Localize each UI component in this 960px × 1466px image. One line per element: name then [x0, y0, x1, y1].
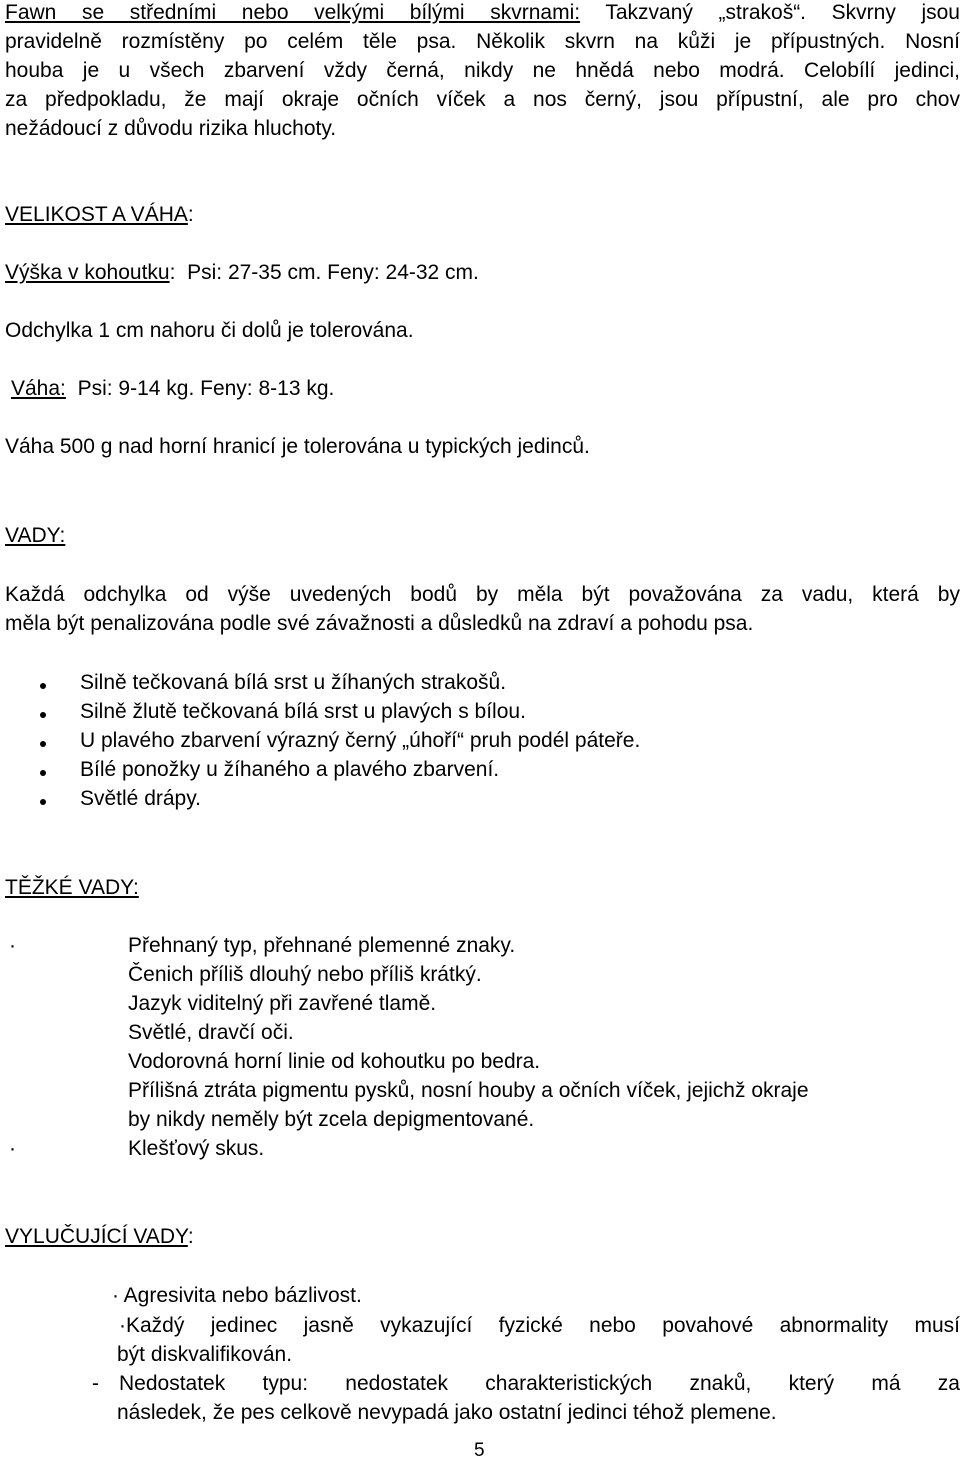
fawn-spotted-label: Fawn se středními nebo velkými bílými skvrnami:	[5, 1, 581, 24]
page-number: 5	[474, 1440, 485, 1461]
disqualifying-heading-colon: :	[187, 1225, 194, 1248]
disqualifying-item: ·Každý jedinec jasně vykazující fyzické nebo povahové abnormality musí	[119, 1314, 960, 1337]
middle-dot-marker: ·	[9, 1137, 16, 1160]
disqualifying-item: · Agresivita nebo bázlivost.	[112, 1284, 362, 1307]
disqualifying-heading	[5, 1222, 194, 1251]
height-colon: :	[169, 261, 176, 284]
fault-item: Silně žlutě tečkovaná bílá srst u plavých s bílou.	[80, 700, 526, 723]
size-weight-heading	[5, 200, 194, 229]
size-weight-heading-text: VELIKOST A VÁHA	[5, 203, 188, 226]
serious-faults-heading: TĚŽKÉ VADY:	[5, 876, 139, 899]
serious-fault-item: Čenich příliš dlouhý nebo příliš krátký.	[128, 963, 482, 986]
size-weight-heading-colon: :	[187, 203, 194, 226]
serious-fault-item: Přílišná ztráta pigmentu pysků, nosní houby a očních víček, jejichž okraje	[128, 1079, 809, 1102]
fault-item: U plavého zbarvení výrazný černý „úhoří“ pruh podél páteře.	[80, 729, 641, 752]
serious-fault-item: Světlé, dravčí oči.	[128, 1021, 294, 1044]
intro-line-1	[5, 0, 960, 27]
middle-dot-marker: ·	[9, 934, 16, 957]
weight-label: Váha:	[11, 377, 66, 400]
fault-item: Bílé ponožky u žíhaného a plavého zbarvení.	[80, 758, 500, 781]
height-label: Výška v kohoutku	[5, 261, 170, 284]
intro-line-2: pravidelně rozmístěny po celém těle psa. Několik skvrn na kůži je přípustných. Nosní	[5, 30, 960, 53]
disqualifying-item-continued: následek, že pes celkově nevypadá jako ostatní jedinci téhož plemene.	[117, 1401, 777, 1424]
serious-fault-item: Jazyk viditelný při zavřené tlamě.	[128, 992, 437, 1015]
height-values: Psi: 27-35 cm. Feny: 24-32 cm.	[187, 261, 479, 284]
faults-paragraph-line-2: měla být penalizována podle své závažnosti a důsledků na zdraví a pohodu psa.	[5, 612, 754, 635]
intro-line-5: nežádoucí z důvodu rizika hluchoty.	[5, 117, 337, 140]
fault-item: Světlé drápy.	[80, 787, 202, 810]
serious-fault-item: Vodorovná horní linie od kohoutku po bedra.	[128, 1050, 541, 1073]
bullet-icon	[40, 741, 46, 747]
bullet-icon	[40, 799, 46, 805]
weight-line	[11, 374, 334, 403]
serious-fault-item-continued: by nikdy neměly být zcela depigmentované.	[128, 1108, 535, 1131]
height-tolerance: Odchylka 1 cm nahoru či dolů je tolerována.	[5, 319, 414, 342]
dash-marker: -	[92, 1372, 99, 1395]
disqualifying-heading-text: VYLUČUJÍCÍ VADY	[5, 1225, 188, 1248]
intro-line-4: za předpokladu, že mají okraje očních víček a nos černý, jsou přípustní, ale pro chov	[5, 88, 960, 111]
intro-line-3: houba je u všech zbarvení vždy černá, nikdy ne hnědá nebo modrá. Celobílí jedinci,	[5, 59, 960, 82]
bullet-icon	[40, 770, 46, 776]
serious-fault-item: Přehnaný typ, přehnané plemenné znaky.	[128, 934, 516, 957]
serious-fault-item: Klešťový skus.	[128, 1137, 265, 1160]
disqualifying-item: Nedostatek typu: nedostatek charakteristických znaků, který má za	[119, 1372, 960, 1395]
disqualifying-item-continued: být diskvalifikován.	[117, 1343, 293, 1366]
height-line	[5, 258, 479, 287]
fault-item: Silně tečkovaná bílá srst u žíhaných strakošů.	[80, 671, 507, 694]
weight-tolerance: Váha 500 g nad horní hranicí je tolerována u typických jedinců.	[5, 435, 590, 458]
intro-line-1-rest: Takzvaný „strakoš“. Skvrny jsou	[605, 1, 960, 24]
faults-paragraph-line-1: Každá odchylka od výše uvedených bodů by měla být považována za vadu, která by	[5, 583, 960, 606]
weight-values: Psi: 9-14 kg. Feny: 8-13 kg.	[77, 377, 335, 400]
faults-heading: VADY:	[5, 524, 66, 547]
bullet-icon	[40, 712, 46, 718]
bullet-icon	[40, 683, 46, 689]
